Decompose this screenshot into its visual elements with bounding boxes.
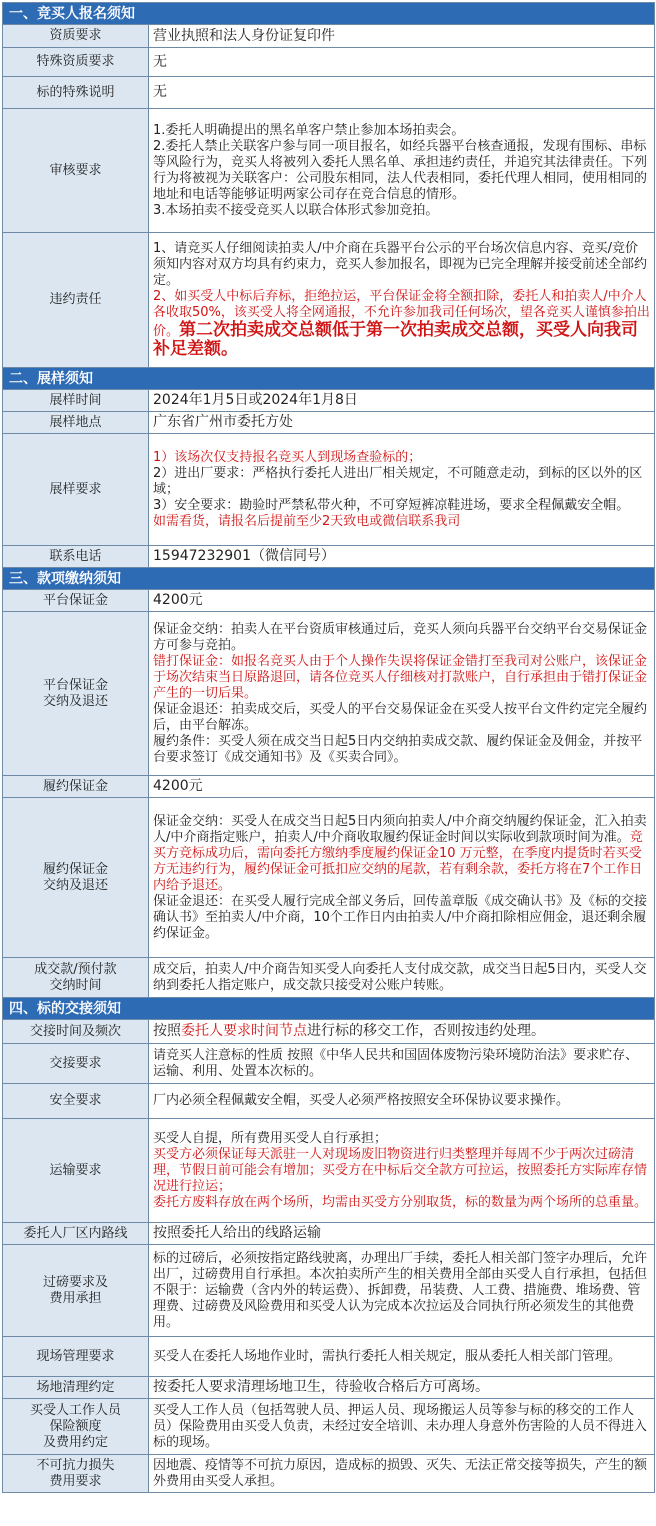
row-value: 成交后，拍卖人/中介商告知买受人向委托人支付成交款，成交当日起5日内，买受人交纳到委托人指定账户，成交款只接受对公账户转账。 [149,958,655,998]
text-line-red: 委托方废料存放在两个场所，均需由买受方分别取货，标的数量为两个场所的总重量。 [153,1194,648,1210]
row-label: 交接要求 [3,1044,149,1084]
table-row [3,776,655,798]
table-row [3,1084,655,1119]
row-label: 委托人厂区内路线 [3,1223,149,1245]
text-line-red: 买受方必须保证每天派驻一人对现场废旧物资进行归类整理并每周不少于两次过磅清理，节假日前可能会有增加；买受方在中标后交全款方可拉运，按照委托方实际库存情况进行拉运； [153,1146,648,1194]
section-header-bidder-registration [3,3,655,25]
table-row [3,612,655,776]
row-value-liability [149,233,655,368]
row-value: 厂内必须全程佩戴安全帽，买受人必须严格按照安全环保协议要求操作。 [149,1084,655,1119]
text-line: 保证金退还：在买受人履行完成全部义务后，回传盖章版《成交确认书》及《标的交接确认书》至拍卖人/中介商，10个工作日内由拍卖人/中介商扣除相应佣金，退还剩余履约保证金。 [153,893,648,941]
table-row [3,1119,655,1223]
row-label: 安全要求 [3,1084,149,1119]
row-label: 平台保证金 [3,590,149,612]
text-line: 履约条件：买受人须在成交当日起5日内交纳拍卖成交款、履约保证金及佣金，并按平台要求签订《成交通知书》及《买卖合同》。 [153,733,643,765]
text-line: 保证金交纳：买受人在成交当日起5日内须向拍卖人/中介商交纳履约保证金，汇入拍卖人/中介商指定账户，拍卖人/中介商收取履约保证金时间以实际收到款项时间为准。 [153,813,647,845]
text-line: 2.委托人禁止关联客户参与同一项目报名，如经兵器平台核查通报，发现有围标、串标等风险行为，竞买人将被列入委托人黑名单、承担违约责任，并追究其法律责任。下列行为将被视为关联客户：公司股东相同，法人代表相同，委托代理人相同，使用相同的地址和电话等能够证明两家公司存在竞合信息的情形。 [153,138,648,202]
text-line: 买受人自提，所有费用买受人自行承担； [153,1130,388,1146]
text-segment-red: 委托人要求时间节点 [181,1023,307,1039]
table-row [3,1020,655,1044]
row-value: 按照委托人给出的线路运输 [149,1223,655,1245]
row-value: 无 [149,48,655,77]
row-label: 买受人工作人员 保险额度 及费用约定 [3,1399,149,1455]
table-row [3,590,655,612]
section-header-handover [3,998,655,1020]
section-title: 四、标的交接须知 [3,998,655,1020]
row-value-platform-deposit [149,612,655,776]
text-line-red: 竞买方竞标成功后，需向委托方缴纳季度履约保证金10 万元整，在季度内提货时若买受方无违约行为，履约保证金可抵扣应交纳的尾款，若有剩余款，委托方将在7个工作日内给予退还。 [153,829,643,893]
table-row [3,109,655,233]
row-value-sample-req [149,434,655,546]
row-value: 标的过磅后，必须按指定路线驶离，办理出厂手续，委托人相关部门签字办理后，允许出厂，过磅费用自行承担。本次拍卖所产生的相关费用全部由买受人自行承担，包括但不限于：运输费（含内外的转运费）、拆卸费，吊装费、人工费、措施费、堆场费、管理费、过磅费及风险费用和买受人认为完成本次拉运及合同执行所必须发生的其他费用。 [149,1245,655,1337]
text-segment: 按照 [153,1023,181,1039]
text-line: 2）进出厂要求：严格执行委托人进出厂相关规定，不可随意走动，到标的区以外的区域； [153,465,643,497]
row-value: 营业执照和法人身份证复印件 [149,25,655,48]
text-line-red: 2、如买受人中标后弃标，拒绝拉运，平台保证金将全额扣除，委托人和拍卖人/中介人各收取50%，该买受人将全网通报，不允许参加我司任何场次，望各竞买人谨慎参拍出价。 [153,289,650,339]
row-label: 展样时间 [3,390,149,412]
table-row [3,958,655,998]
row-value: 买受人工作人员（包括驾驶人员、押运人员、现场搬运人员等参与标的移交的工作人员）保险费用由买受人负责，未经过安全培训、未办理人身意外伤害险的人员不得进入标的现场。 [149,1399,655,1455]
table-row [3,434,655,546]
row-label: 不可抗力损失 费用要求 [3,1455,149,1493]
row-label: 交接时间及频次 [3,1020,149,1044]
row-value: 请竞买人注意标的性质 按照《中华人民共和国固体废物污染环境防治法》要求贮存、运输、利用、处置本次标的。 [149,1044,655,1084]
row-label: 场地清理约定 [3,1377,149,1399]
text-line-red: 1）该场次仅支持报名竞买人到现场查验标的； [153,449,422,465]
section-header-sample-viewing [3,368,655,390]
row-value-handover-time [149,1020,655,1044]
section-title: 二、展样须知 [3,368,655,390]
row-value: 广东省广州市委托方处 [149,412,655,434]
table-row [3,25,655,48]
row-label: 审核要求 [3,109,149,233]
row-label: 违约责任 [3,233,149,368]
row-value: 4200元 [149,590,655,612]
row-value-performance-deposit [149,798,655,958]
table-row [3,1044,655,1084]
row-value: 因地震、疫情等不可抗力原因，造成标的损毁、灭失、无法正常交接等损失，产生的额外费用由买受人承担。 [149,1455,655,1493]
text-line: 保证金退还：拍卖成交后，买受人的平台交易保证金在买受人按平台文件约定完全履约后，由平台解冻。 [153,701,648,733]
text-line: 1.委托人明确提出的黑名单客户禁止参加本场拍卖会。 [153,122,465,138]
row-value: 2024年1月5日或2024年1月8日 [149,390,655,412]
table-row [3,1223,655,1245]
table-row [3,1455,655,1493]
text-segment: 进行标的移交工作，否则按违约处理。 [307,1023,545,1039]
text-line-red: 错打保证金：如报名竞买人由于个人操作失误将保证金错打至我司对公账户，该保证金于场次结束当日原路退回，请各位竞买人仔细核对打款账户，自行承担由于错打保证金产生的一切后果。 [153,653,648,701]
row-value: 按委托人要求清理场地卫生，待验收合格后方可离场。 [149,1377,655,1399]
row-label: 联系电话 [3,546,149,568]
auction-notice-table [2,2,655,1493]
row-label: 运输要求 [3,1119,149,1223]
row-label: 平台保证金 交纳及退还 [3,612,149,776]
row-label: 展样要求 [3,434,149,546]
text-line: 3）安全要求：勘验时严禁私带火种，不可穿短裤凉鞋进场，要求全程佩戴安全帽。 [153,497,630,513]
row-label: 特殊资质要求 [3,48,149,77]
table-row [3,48,655,77]
row-label: 现场管理要求 [3,1337,149,1377]
table-row [3,798,655,958]
text-line: 1、请竞买人仔细阅读拍卖人/中介商在兵器平台公示的平台场次信息内容、竞买/竞价须知内容对双方均具有约束力，竞买人参加报名，即视为已完全理解并接受前述全部约定。 [153,241,648,288]
table-row [3,412,655,434]
text-line-red: 如需看货，请报名后提前至少2天致电或微信联系我司 [153,513,461,529]
row-value: 买受人在委托人场地作业时，需执行委托人相关规定，服从委托人相关部门管理。 [149,1337,655,1377]
row-label: 标的特殊说明 [3,77,149,109]
table-row [3,77,655,109]
row-label: 过磅要求及 费用承担 [3,1245,149,1337]
row-label: 成交款/预付款 交纳时间 [3,958,149,998]
table-row [3,1377,655,1399]
text-line-red-emphasis: 第二次拍卖成交总额低于第一次拍卖成交总额，买受人向我司补足差额。 [153,320,639,359]
table-row [3,390,655,412]
row-label: 资质要求 [3,25,149,48]
table-row [3,1245,655,1337]
table-row [3,1399,655,1455]
section-title: 一、竞买人报名须知 [3,3,655,25]
section-header-payment [3,568,655,590]
row-value-transport [149,1119,655,1223]
row-label: 履约保证金 交纳及退还 [3,798,149,958]
text-line: 3.本场拍卖不接受竞买人以联合体形式参加竞拍。 [153,202,439,218]
row-label: 展样地点 [3,412,149,434]
table-row [3,233,655,368]
row-value: 4200元 [149,776,655,798]
contact-phone: 15947232901（微信同号） [149,546,655,568]
table-row [3,1337,655,1377]
row-value-audit [149,109,655,233]
text-line: 保证金交纳：拍卖人在平台资质审核通过后，竞买人须向兵器平台交纳平台交易保证金方可参与竞拍。 [153,621,648,653]
row-label: 履约保证金 [3,776,149,798]
section-title: 三、款项缴纳须知 [3,568,655,590]
row-value: 无 [149,77,655,109]
table-row [3,546,655,568]
